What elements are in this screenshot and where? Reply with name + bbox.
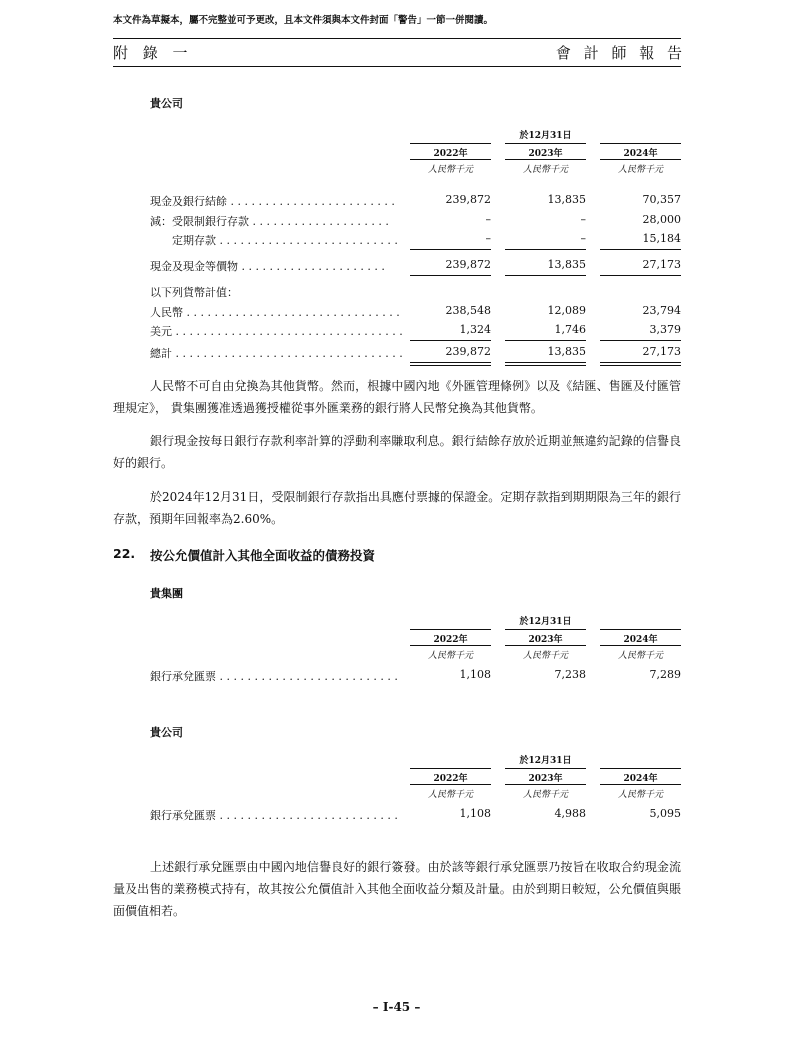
total-rule (505, 249, 586, 250)
row-value: – (580, 212, 586, 226)
total-rule (410, 365, 491, 366)
row-value: – (485, 232, 491, 245)
unit-label: 人民幣千元 (617, 165, 663, 175)
row-value: 1,108 (459, 807, 491, 820)
row-label: 現金及銀行結餘 . . . . . . . . . . . . . . . . . . . . . . . . (150, 195, 395, 208)
row-value: – (485, 212, 491, 226)
unit-label: 人民幣千元 (617, 651, 663, 661)
row-value: – (580, 232, 586, 245)
year-rule (505, 159, 586, 160)
company-label: 貴公司 (150, 97, 183, 110)
caption-rule (505, 768, 586, 769)
group-label: 貴集團 (150, 587, 183, 600)
row-value: 4,988 (554, 807, 586, 820)
paragraph-bills-note: 上述銀行承兌匯票由中國內地信譽良好的銀行簽發。由於該等銀行承兌匯票乃按旨在收取合約現金流量及出售的業務模式持有，故其按公允價值計入其他全面收益分類及計量。由於到期日較短，公允價值與賬面價值相若。 (113, 860, 681, 918)
total-rule (600, 249, 681, 250)
total-rule (600, 275, 681, 276)
row-value: 1,324 (459, 323, 491, 336)
header-rule-bottom (113, 66, 681, 67)
total-rule (505, 362, 586, 363)
row-label: 銀行承兌匯票 . . . . . . . . . . . . . . . . . . . . . . . . . . (150, 670, 398, 683)
row-value: 13,835 (547, 193, 586, 206)
page-number: – I-45 – (372, 1000, 421, 1014)
unit-label: 人民幣千元 (522, 651, 568, 661)
row-label: 銀行承兌匯票 . . . . . . . . . . . . . . . . . . . . . . . . . . (150, 809, 398, 822)
row-label: 減：受限制銀行存款 . . . . . . . . . . . . . . . . . . . . (150, 214, 389, 228)
row-value: 23,794 (642, 303, 681, 317)
row-value: 27,173 (642, 258, 681, 271)
caption-rule (600, 768, 681, 769)
year-header: 2024年 (623, 774, 658, 784)
row-label: 總計 . . . . . . . . . . . . . . . . . . . . . . . . . . . . . . . . . (150, 347, 403, 360)
caption-rule (505, 143, 586, 144)
total-rule (600, 362, 681, 363)
unit-label: 人民幣千元 (427, 651, 473, 661)
row-label: 現金及現金等價物 . . . . . . . . . . . . . . . . . . . . . (150, 260, 385, 273)
caption-rule (600, 143, 681, 144)
appendix-title: 附 錄 一 (113, 44, 193, 62)
row-value: 70,357 (642, 193, 681, 206)
total-rule (410, 340, 491, 341)
total-rule (600, 365, 681, 366)
row-label: 定期存款 . . . . . . . . . . . . . . . . . . . . . . . . . . (150, 234, 398, 247)
total-rule (600, 340, 681, 341)
year-header: 2023年 (528, 635, 563, 645)
unit-label: 人民幣千元 (427, 165, 473, 175)
year-rule (600, 645, 681, 646)
row-value: 7,238 (554, 668, 586, 681)
year-rule (410, 784, 491, 785)
total-rule (410, 249, 491, 250)
paragraph-rmb-conversion: 人民幣不可自由兌換為其他貨幣。然而，根據中國內地《外匯管理條例》以及《結匯、售匯及付匯管理規定》， 貴集團獲准透過獲授權從事外匯業務的銀行將人民幣兌換為其他貨幣。 (113, 379, 681, 415)
row-value: 7,289 (649, 668, 681, 681)
row-value: 13,835 (547, 258, 586, 271)
total-rule (505, 365, 586, 366)
table-caption: 於12月31日 (519, 756, 572, 766)
year-header: 2024年 (623, 149, 658, 159)
row-value: 5,095 (649, 807, 681, 820)
year-header: 2023年 (528, 149, 563, 159)
row-value: 1,746 (554, 323, 586, 336)
header-rule-top (113, 38, 681, 39)
unit-label: 人民幣千元 (427, 790, 473, 800)
row-value: 239,872 (445, 258, 491, 271)
draft-warning: 本文件為草擬本，屬不完整並可予更改，且本文件須與本文件封面「警告」一節一併閱讀。 (113, 15, 494, 26)
row-label: 人民幣 . . . . . . . . . . . . . . . . . . . . . . . . . . . . . . . (150, 305, 400, 319)
section-number: 22. (113, 546, 136, 561)
unit-label: 人民幣千元 (522, 165, 568, 175)
row-value: 27,173 (642, 345, 681, 358)
total-rule (505, 340, 586, 341)
row-value: 3,379 (649, 323, 681, 336)
table-caption: 於12月31日 (519, 617, 572, 627)
year-rule (505, 784, 586, 785)
total-rule (505, 275, 586, 276)
caption-rule (410, 768, 491, 769)
unit-label: 人民幣千元 (617, 790, 663, 800)
total-rule (410, 362, 491, 363)
paragraph-restricted-deposits: 於2024年12月31日，受限制銀行存款指出具應付票據的保證金。定期存款指到期期限為三年的銀行存款，預期年回報率為2.60%。 (113, 490, 681, 526)
company-label-2: 貴公司 (150, 726, 183, 739)
row-value: 13,835 (547, 345, 586, 358)
year-header: 2024年 (623, 635, 658, 645)
total-rule (410, 275, 491, 276)
paragraph-interest: 銀行現金按每日銀行存款利率計算的浮動利率賺取利息。銀行結餘存放於近期並無違約記錄的信譽良好的銀行。 (113, 434, 681, 470)
unit-label: 人民幣千元 (522, 790, 568, 800)
year-header: 2023年 (528, 774, 563, 784)
year-header: 2022年 (433, 149, 468, 159)
table-caption: 於12月31日 (519, 131, 572, 141)
year-header: 2022年 (433, 635, 468, 645)
caption-rule (410, 629, 491, 630)
row-label: 美元 . . . . . . . . . . . . . . . . . . . . . . . . . . . . . . . . . (150, 325, 403, 338)
report-title: 會 計 師 報 告 (555, 44, 686, 62)
row-value: 12,089 (547, 303, 586, 317)
year-rule (505, 645, 586, 646)
year-header: 2022年 (433, 774, 468, 784)
row-value: 239,872 (445, 193, 491, 206)
row-value: 238,548 (445, 303, 491, 317)
year-rule (600, 784, 681, 785)
row-value: 28,000 (642, 212, 681, 226)
year-rule (410, 159, 491, 160)
caption-rule (410, 143, 491, 144)
row-label: 以下列貨幣計值： (150, 286, 238, 299)
year-rule (600, 159, 681, 160)
row-value: 239,872 (445, 345, 491, 358)
section-title: 按公允價值計入其他全面收益的債務投資 (150, 548, 376, 563)
caption-rule (600, 629, 681, 630)
row-value: 15,184 (642, 232, 681, 245)
year-rule (410, 645, 491, 646)
caption-rule (505, 629, 586, 630)
row-value: 1,108 (459, 668, 491, 681)
